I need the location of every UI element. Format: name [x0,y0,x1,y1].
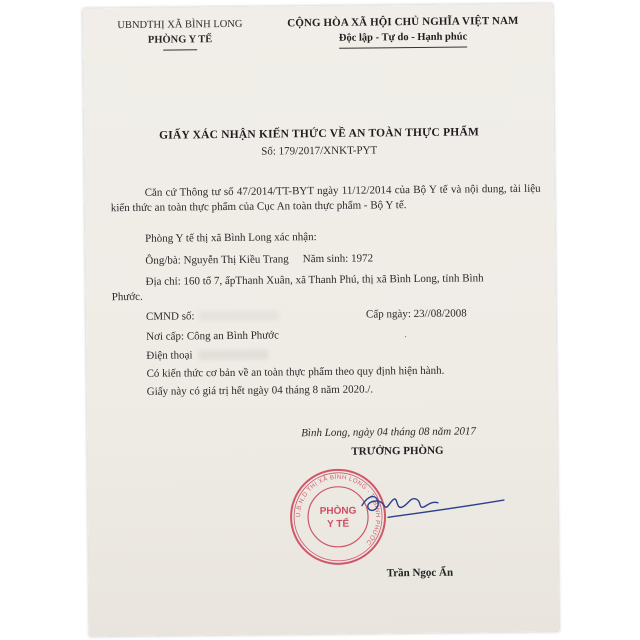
person-name: Ông/bà: Nguyễn Thị Kiều Trang [145,253,289,267]
national-motto: Độc lập - Tự do - Hạnh phúc [338,31,468,44]
legal-basis-text: Căn cứ Thông tư số 47/2014/TT-BYT ngày 11/12/2014 của Bộ Y tế và nội dung, tài liệu kiến thức an toàn thực phẩm của Cục An toàn thực phẩm - Bộ Y tế. [110,182,541,215]
document-page [83,4,560,637]
issue-place: Nơi cấp: Công an Bình Phước [146,329,280,343]
issuer-header [105,17,255,52]
stamp-center-line1: PHÒNG [319,505,357,518]
person-name-row [145,252,373,266]
confirm-line: Phòng Y tế thị xã Bình Long xác nhận: [145,231,317,245]
redacted-phone-number [198,350,268,361]
redacted-id-number [199,311,279,322]
validity-statement: Giấy này có giá trị hết ngày 04 tháng 8 năm 2020./. [146,383,374,398]
handwritten-signature [358,482,509,534]
address-line-2: Phước. [111,290,143,304]
stamp-ring-text: U.B.N.D THỊ XÃ BÌNH LONG - T. BÌNH PHƯỚC [294,473,382,547]
issuer-underline [163,49,197,50]
phone-row [146,349,268,362]
signer-name: Trần Ngọc Ẩn [386,566,454,580]
id-row [145,307,467,323]
issuer-department: PHÒNG Y TẾ [147,34,213,46]
legal-basis-paragraph [111,182,541,217]
issuer-authority: UBNDTHỊ XÃ BÌNH LONG [117,18,243,32]
national-title: CỘNG HÒA XÃ HỘI CHỦ NGHĨA VIỆT NAM [287,14,519,30]
stamp-center-line2: Y TẾ [327,518,350,530]
signer-role: TRƯỞNG PHÒNG [351,444,444,458]
phone-label: Điện thoại [146,349,193,362]
document-title: GIẤY XÁC NHẬN KIẾN THỨC VỀ AN TOÀN THỰC PHẨM [159,126,480,142]
knowledge-statement: Có kiến thức cơ bản về an toàn thực phẩm theo quy định hiện hành. [146,364,445,380]
id-label: CMND số: [145,310,195,323]
document-number: Số: 179/2017/XNKT-PYT [261,144,378,158]
national-header [263,14,543,50]
address-row [111,271,541,305]
id-issue-date: Cấp ngày: 23//08/2008 [365,307,467,321]
issue-place-row [146,328,407,343]
motto-underline [339,46,467,48]
birth-year: Năm sinh: 1972 [302,252,374,266]
signing-place-date: Bình Long, ngày 04 tháng 08 năm 2017 [301,425,477,440]
signature-stroke-icon [362,495,504,517]
address-line-1: Địa chỉ: 160 tổ 7, ấpThanh Xuân, xã Thanh Phú, thị xã Bình Long, tỉnh Bình [145,272,484,288]
stray-mark: . [404,328,407,341]
